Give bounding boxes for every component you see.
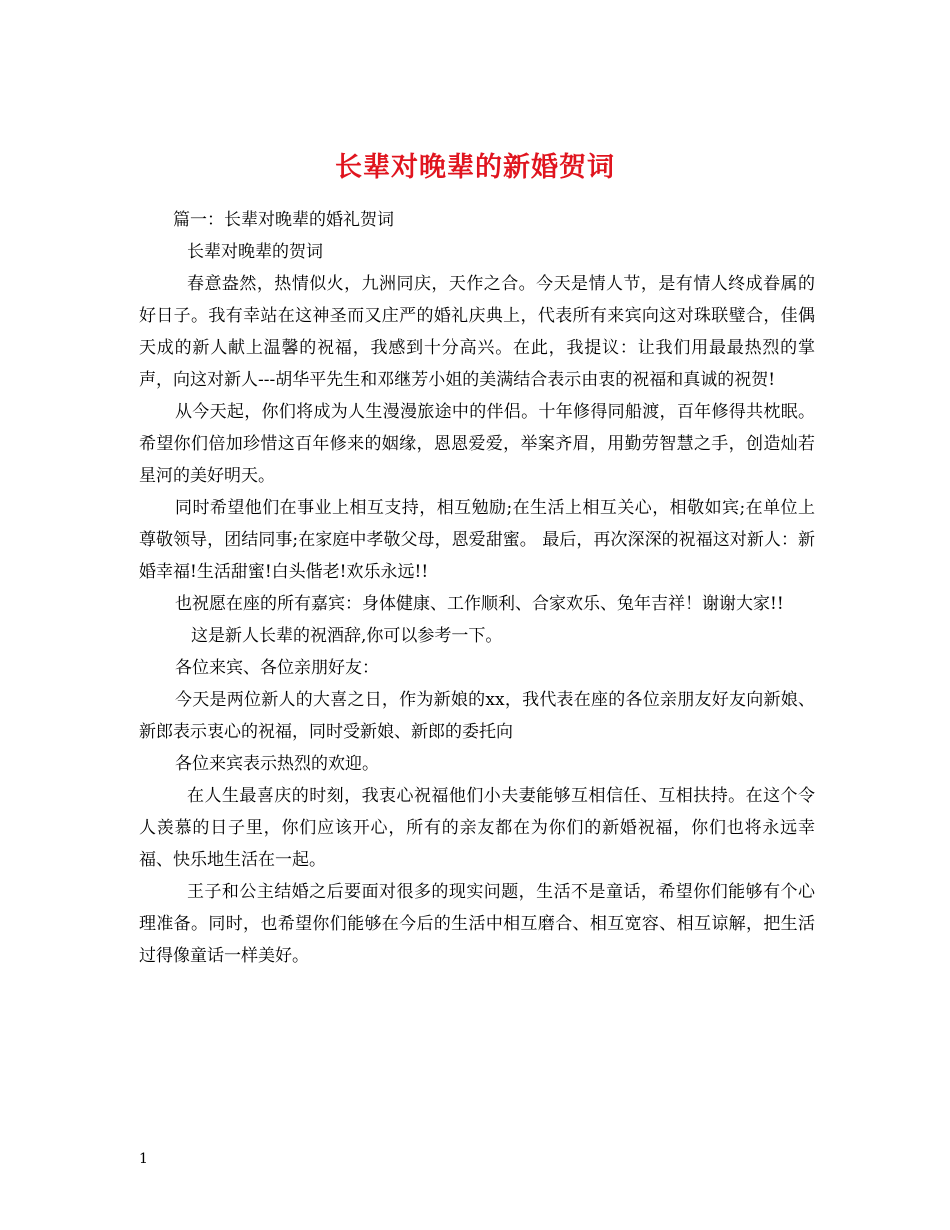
paragraph-2: 从今天起，你们将成为人生漫漫旅途中的伴侣。十年修得同船渡，百年修得共枕眠。希望你们倍加珍惜这百年修来的姻缘，恩恩爱爱，举案齐眉，用勤劳智慧之手，创造灿若星河的美好明天。 [139, 402, 815, 486]
section-heading: 篇一：长辈对晚辈的婚礼贺词 [173, 210, 394, 230]
paragraph-welcome: 各位来宾表示热烈的欢迎。 [175, 754, 379, 774]
sub-heading: 长辈对晚辈的贺词 [187, 242, 323, 262]
paragraph-4: 也祝愿在座的所有嘉宾：身体健康、工作顺利、合家欢乐、兔年吉祥！谢谢大家!! [175, 594, 784, 614]
paragraph-6: 王子和公主结婚之后要面对很多的现实问题，生活不是童话，希望你们能够有个心理准备。同时，也希望你们能够在今后的生活中相互磨合、相互宽容、相互谅解，把生活过得像童话一样美好。 [139, 882, 815, 966]
document-body [139, 204, 815, 972]
paragraph-3: 同时希望他们在事业上相互支持，相互勉励;在生活上相互关心，相敬如宾;在单位上尊敬领导，团结同事;在家庭中孝敬父母，恩爱甜蜜。 最后，再次深深的祝福这对新人：新婚幸福!生活甜蜜!白头偕老!欢乐永远!! [139, 498, 815, 582]
paragraph-1: 春意盎然，热情似火，九洲同庆，天作之合。今天是情人节，是有情人终成眷属的好日子。我有幸站在这神圣而又庄严的婚礼庆典上，代表所有来宾向这对珠联璧合，佳偶天成的新人献上温馨的祝福，我感到十分高兴。在此，我提议：让我们用最最热烈的掌声，向这对新人---胡华平先生和邓继芳小姐的美满结合表示由衷的祝福和真诚的祝贺! [139, 274, 815, 390]
note-line: 这是新人长辈的祝酒辞,你可以参考一下。 [191, 626, 503, 646]
document-title: 长辈对晚辈的新婚贺词 [335, 152, 615, 184]
paragraph-wedding-day: 今天是两位新人的大喜之日，作为新娘的xx，我代表在座的各位亲朋友好友向新娘、新郎表示衷心的祝福，同时受新娘、新郎的委托向 [139, 690, 815, 742]
page-number: 1 [139, 1151, 148, 1167]
salutation-line: 各位来宾、各位亲朋好友： [175, 658, 379, 678]
paragraph-5: 在人生最喜庆的时刻，我衷心祝福他们小夫妻能够互相信任、互相扶持。在这个令人羡慕的日子里，你们应该开心，所有的亲友都在为你们的新婚祝福，你们也将永远幸福、快乐地生活在一起。 [139, 786, 815, 870]
